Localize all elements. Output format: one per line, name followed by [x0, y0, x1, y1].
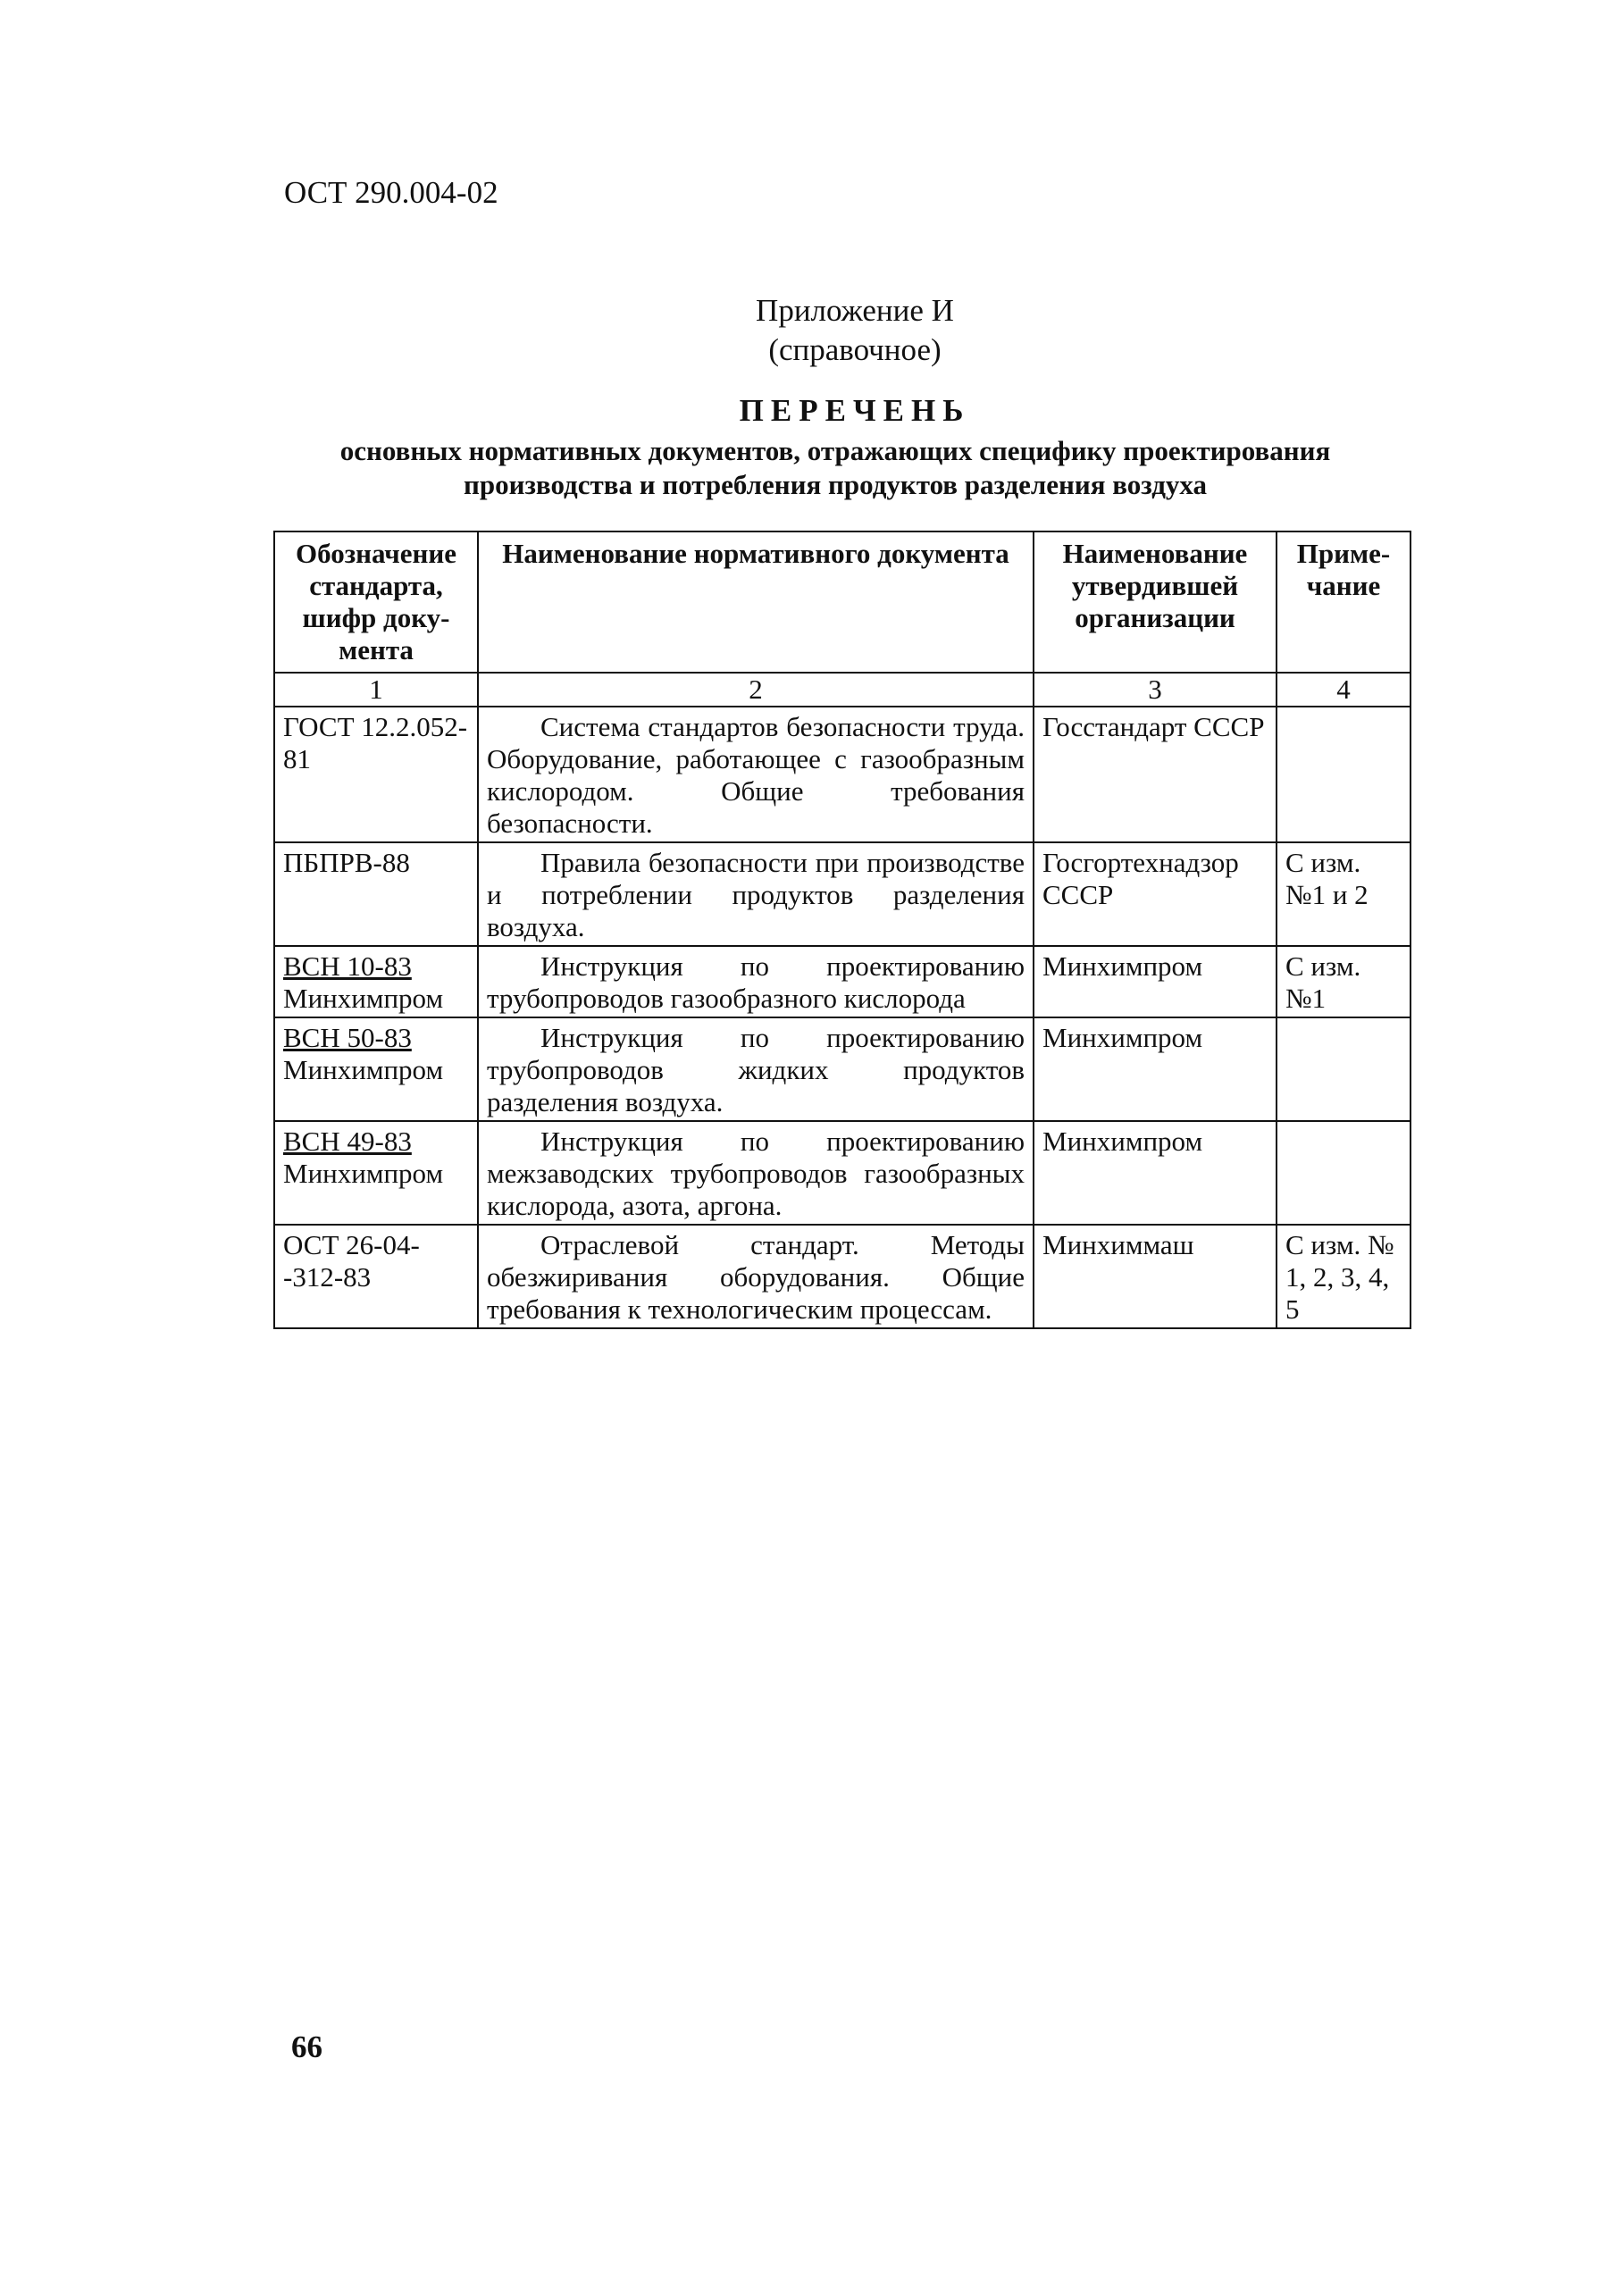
note-cell [1277, 1017, 1411, 1121]
organization-cell: Минхимпром [1034, 946, 1277, 1017]
list-subtitle [0, 434, 1624, 502]
table-header-row [274, 531, 1411, 673]
organization-cell: Госстандарт СССР [1034, 707, 1277, 842]
designation-ministry: Минхимпром [283, 1158, 444, 1189]
organization-cell: Минхимпром [1034, 1017, 1277, 1121]
organization-cell: Минхимпром [1034, 1121, 1277, 1225]
document-code: ОСТ 290.004-02 [284, 175, 498, 210]
designation-cell: ОСТ 26-04--312-83 [274, 1225, 478, 1328]
table-row [274, 946, 1411, 1017]
table-row [274, 707, 1411, 842]
header-note: Приме-чание [1277, 531, 1411, 673]
document-name-cell: Инструкция по проектированию трубопроводов жидких продуктов разделения воздуха. [478, 1017, 1034, 1121]
organization-cell: Госгортехнадзор СССР [1034, 842, 1277, 946]
document-name-cell: Инструкция по проектированию трубопроводов газообразного кислорода [478, 946, 1034, 1017]
header-designation: Обозначение стандарта, шифр доку-мента [274, 531, 478, 673]
subtitle-line-2: производства и потребления продуктов разделения воздуха [464, 469, 1207, 500]
note-cell: С изм. № 1, 2, 3, 4, 5 [1277, 1225, 1411, 1328]
organization-cell: Минхиммаш [1034, 1225, 1277, 1328]
note-cell [1277, 707, 1411, 842]
column-number: 1 [274, 673, 478, 707]
designation-cell: ПБПРВ-88 [274, 842, 478, 946]
header-document-name: Наименование нормативного документа [478, 531, 1034, 673]
appendix-label: Приложение И [756, 293, 954, 328]
column-number: 4 [1277, 673, 1411, 707]
column-number-row [274, 673, 1411, 707]
normative-documents-table [273, 531, 1411, 1329]
designation-cell [274, 946, 478, 1017]
column-number: 3 [1034, 673, 1277, 707]
appendix-kind: (справочное) [768, 332, 942, 367]
designation-cell [274, 1121, 478, 1225]
designation-cell [274, 1017, 478, 1121]
document-name-cell: Правила безопасности при производстве и потреблении продуктов разделения воздуха. [478, 842, 1034, 946]
designation-code: ВСН 10-83 [283, 950, 412, 982]
designation-cell: ГОСТ 12.2.052-81 [274, 707, 478, 842]
table-row [274, 1225, 1411, 1328]
note-cell: С изм. №1 и 2 [1277, 842, 1411, 946]
designation-code: ВСН 49-83 [283, 1126, 412, 1157]
column-number: 2 [478, 673, 1034, 707]
subtitle-line-1: основных нормативных документов, отражающих специфику проектирования [339, 435, 1331, 466]
designation-code: ВСН 50-83 [283, 1022, 412, 1053]
table-row [274, 1017, 1411, 1121]
designation-ministry: Минхимпром [283, 983, 444, 1014]
header-organization: Наименование утвердившей организации [1034, 531, 1277, 673]
designation-ministry: Минхимпром [283, 1054, 444, 1085]
document-name-cell: Инструкция по проектированию межзаводских трубопроводов газообразных кислорода, азота, аргона. [478, 1121, 1034, 1225]
note-cell: С изм. №1 [1277, 946, 1411, 1017]
note-cell [1277, 1121, 1411, 1225]
table-row [274, 842, 1411, 946]
document-name-cell: Отраслевой стандарт. Методы обезжиривания оборудования. Общие требования к технологическим процессам. [478, 1225, 1034, 1328]
table-row [274, 1121, 1411, 1225]
appendix-heading [0, 291, 1624, 370]
list-title: ПЕРЕЧЕНЬ [739, 393, 971, 428]
page-number: 66 [291, 2029, 322, 2064]
document-name-cell: Система стандартов безопасности труда. Оборудование, работающее с газообразным кислородом. Общие требования безопасности. [478, 707, 1034, 842]
